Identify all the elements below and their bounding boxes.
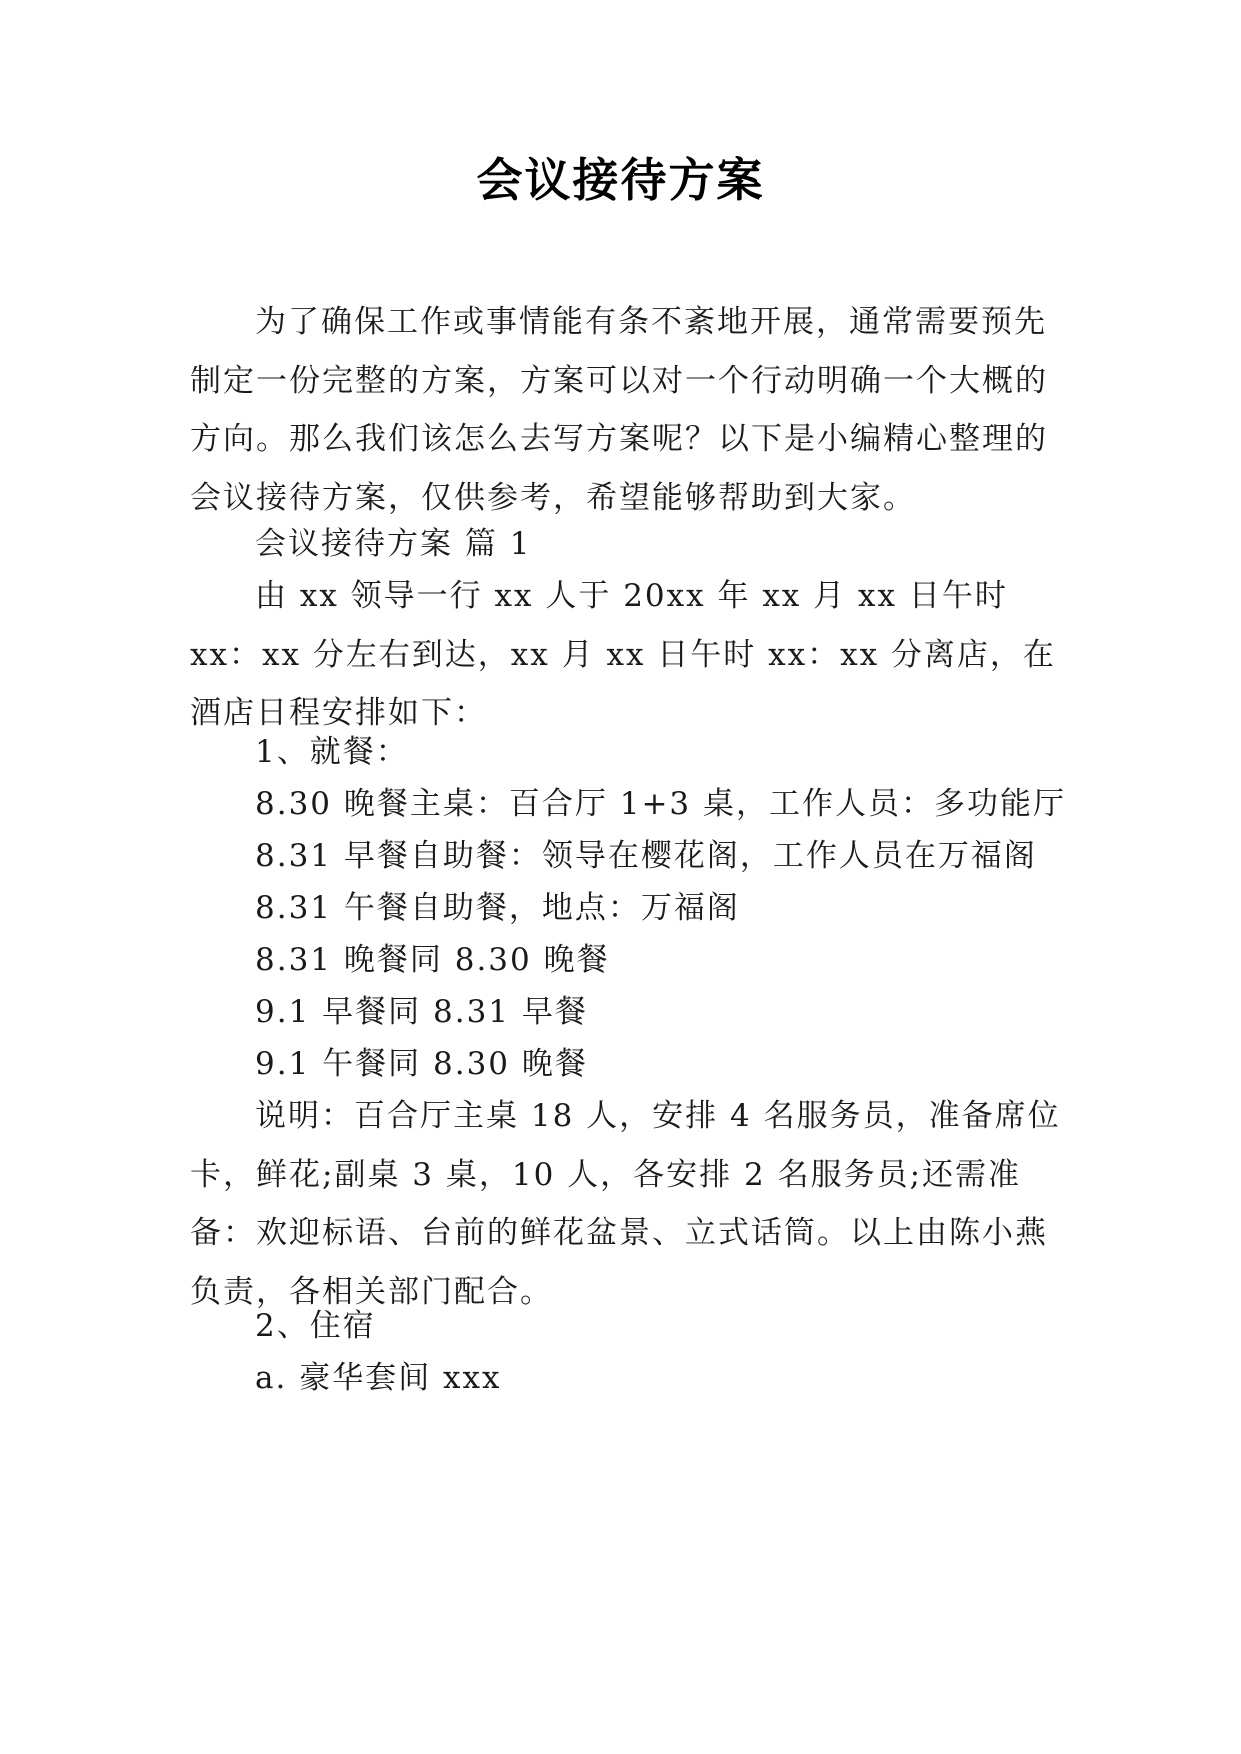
- intro-paragraph: 为了确保工作或事情能有条不紊地开展，通常需要预先制定一份完整的方案，方案可以对一个行动明确一个大概的方向。那么我们该怎么去写方案呢？以下是小编精心整理的会议接待方案，仅供参考，希望能够帮助到大家。: [190, 304, 1048, 516]
- section-heading: 会议接待方案 篇 1: [255, 526, 532, 562]
- item1-heading: 1、就餐：: [255, 734, 409, 770]
- item2-heading: 2、住宿: [255, 1308, 376, 1344]
- meal-line: 8.31 晚餐同 8.30 晚餐: [255, 942, 610, 978]
- note-paragraph: 说明：百合厅主桌 18 人，安排 4 名服务员，准备席位卡，鲜花;副桌 3 桌，10 人，各安排 2 名服务员;还需准备：欢迎标语、台前的鲜花盆景、立式话筒。以上由陈小燕负责，各相关部门配合。: [190, 1098, 1061, 1310]
- meal-line: 8.31 午餐自助餐，地点：万福阁: [255, 890, 740, 926]
- meal-line: 8.30 晚餐主桌：百合厅 1+3 桌，工作人员：多功能厅: [255, 786, 1067, 822]
- document-title: 会议接待方案: [476, 153, 765, 207]
- lodging-line: a. 豪华套间 xxx: [255, 1360, 502, 1396]
- arrival-paragraph: 由 xx 领导一行 xx 人于 20xx 年 xx 月 xx 日午时 xx：xx 分左右到达，xx 月 xx 日午时 xx：xx 分离店，在酒店日程安排如下：: [190, 578, 1056, 731]
- meal-line: 8.31 早餐自助餐：领导在樱花阁，工作人员在万福阁: [255, 838, 1037, 874]
- meal-line: 9.1 早餐同 8.31 早餐: [255, 994, 588, 1030]
- meal-line: 9.1 午餐同 8.30 晚餐: [255, 1046, 588, 1082]
